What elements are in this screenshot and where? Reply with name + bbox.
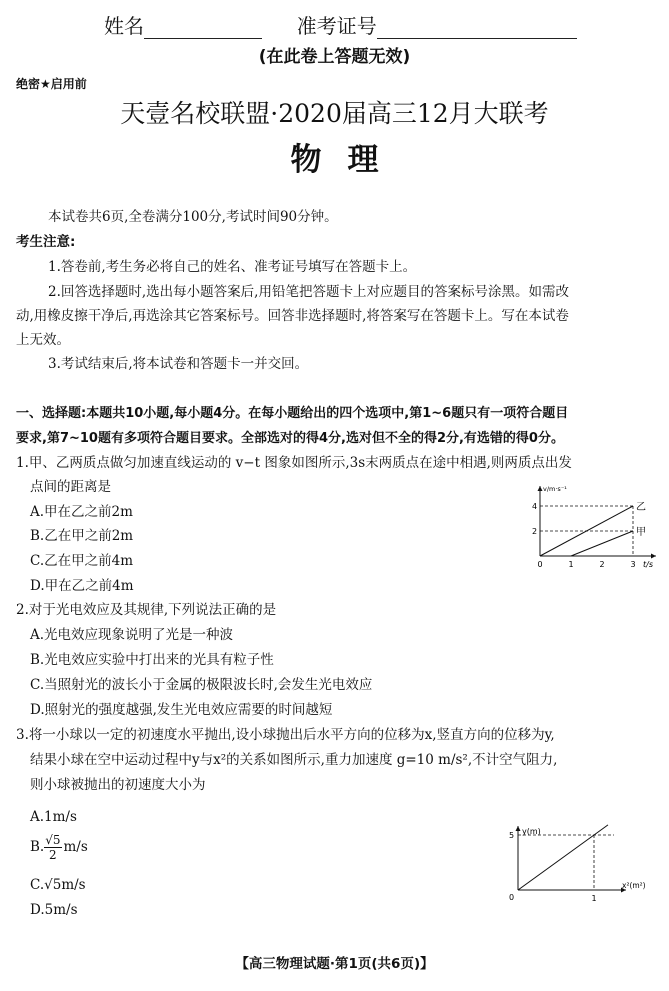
name-label: 姓名 <box>104 14 144 38</box>
notice-item: 2.回答选择题时,选出每小题答案后,用铅笔把答题卡上对应题目的答案标号涂黑。如需改 <box>48 284 569 300</box>
series-line <box>540 506 633 556</box>
y-axis-label: v/m·s⁻¹ <box>543 485 567 493</box>
name-blank <box>144 18 262 39</box>
candidate-info <box>104 10 577 39</box>
q1-vt-graph <box>520 478 660 574</box>
invalid-note: (在此卷上答题无效) <box>258 47 411 67</box>
notice-heading: 考生注意: <box>16 234 76 250</box>
q3-stem: 则小球被抛出的初速度大小为 <box>30 777 206 793</box>
q3-option-b-prefix: B. <box>30 839 45 855</box>
series-label: 甲 <box>636 527 646 538</box>
q1-option-c: C.乙在甲之前4m <box>30 553 134 569</box>
x-axis-label: t/s <box>643 560 653 569</box>
exam-title: 天壹名校联盟·2020届高三12月大联考 <box>120 99 549 128</box>
fraction-denominator: 2 <box>49 848 57 862</box>
fraction-numerator: √5 <box>45 833 61 847</box>
q1-stem: 1.甲、乙两质点做匀加速直线运动的 v−t 图象如图所示,3s末两质点在途中相遇,则两质点出发 <box>16 455 572 471</box>
y-axis-label: y(m) <box>522 827 541 836</box>
q3-option-c: C.√5m/s <box>30 877 86 893</box>
q3-stem: 3.将一小球以一定的初速度水平抛出,设小球抛出后水平方向的位移为x,竖直方向的位移为y, <box>16 727 555 743</box>
q3-stem: 结果小球在空中运动过程中y与x²的关系如图所示,重力加速度 g=10 m/s²,不计空气阻力, <box>30 752 558 768</box>
series-label: 乙 <box>636 502 646 513</box>
x-axis-label: x²(m²) <box>622 881 646 890</box>
q2-option-a: A.光电效应现象说明了光是一种波 <box>30 627 234 643</box>
q3-option-a: A.1m/s <box>30 809 77 825</box>
page-footer: 【高三物理试题·第1页(共6页)】 <box>235 956 434 972</box>
intro-text: 本试卷共6页,全卷满分100分,考试时间90分钟。 <box>48 209 338 225</box>
y-axis-arrow <box>538 486 543 491</box>
x-tick-label: 2 <box>599 560 605 569</box>
exam-id-blank <box>377 18 577 39</box>
q2-option-d: D.照射光的强度越强,发生光电效应需要的时间越短 <box>30 702 333 718</box>
q1-option-a: A.甲在乙之前2m <box>30 504 133 520</box>
y-tick-label: 4 <box>532 502 538 511</box>
notice-item: 1.答卷前,考生务必将自己的姓名、准考证号填写在答题卡上。 <box>48 259 417 275</box>
q3-option-b <box>30 832 88 862</box>
x-tick-label: 3 <box>630 560 636 569</box>
x-tick-label: 1 <box>568 560 574 569</box>
q1-option-b: B.乙在甲之前2m <box>30 528 134 544</box>
q2-stem: 2.对于光电效应及其规律,下列说法正确的是 <box>16 602 277 618</box>
x-tick-label: 1 <box>591 894 597 903</box>
secret-tag: 绝密★启用前 <box>16 77 87 91</box>
q2-option-c: C.当照射光的波长小于金属的极限波长时,会发生光电效应 <box>30 677 373 693</box>
exam-id-label: 准考证号 <box>296 14 377 38</box>
q3-option-b-unit: m/s <box>63 839 88 855</box>
q3-option-b-fraction <box>44 833 61 862</box>
q2-option-b: B.光电效应实验中打出来的光具有粒子性 <box>30 652 274 668</box>
q1-option-d: D.甲在乙之前4m <box>30 578 134 594</box>
subject-title: 物理 <box>290 142 405 178</box>
section-heading: 要求,第7~10题有多项符合题目要求。全部选对的得4分,选对但不全的得2分,有选错的得0分。 <box>16 431 564 446</box>
x-tick-label: 0 <box>509 893 515 902</box>
q3-y-x2-graph <box>498 822 658 912</box>
notice-item: 3.考试结束后,将本试卷和答题卡一并交回。 <box>48 356 309 372</box>
y-tick-label: 2 <box>532 527 538 536</box>
x-axis-arrow <box>651 554 656 559</box>
q1-stem: 点间的距离是 <box>30 479 111 495</box>
notice-item: 动,用橡皮擦干净后,再选涂其它答案标号。回答非选择题时,将答案写在答题卡上。写在本试卷 <box>16 308 569 324</box>
q3-option-d: D.5m/s <box>30 902 78 918</box>
x-tick-label: 0 <box>537 560 543 569</box>
notice-item: 上无效。 <box>16 332 70 348</box>
y-axis-arrow <box>516 826 521 831</box>
section-heading: 一、选择题:本题共10小题,每小题4分。在每小题给出的四个选项中,第1~6题只有一项符合题目 <box>16 406 569 421</box>
y-tick-label: 5 <box>509 831 515 840</box>
